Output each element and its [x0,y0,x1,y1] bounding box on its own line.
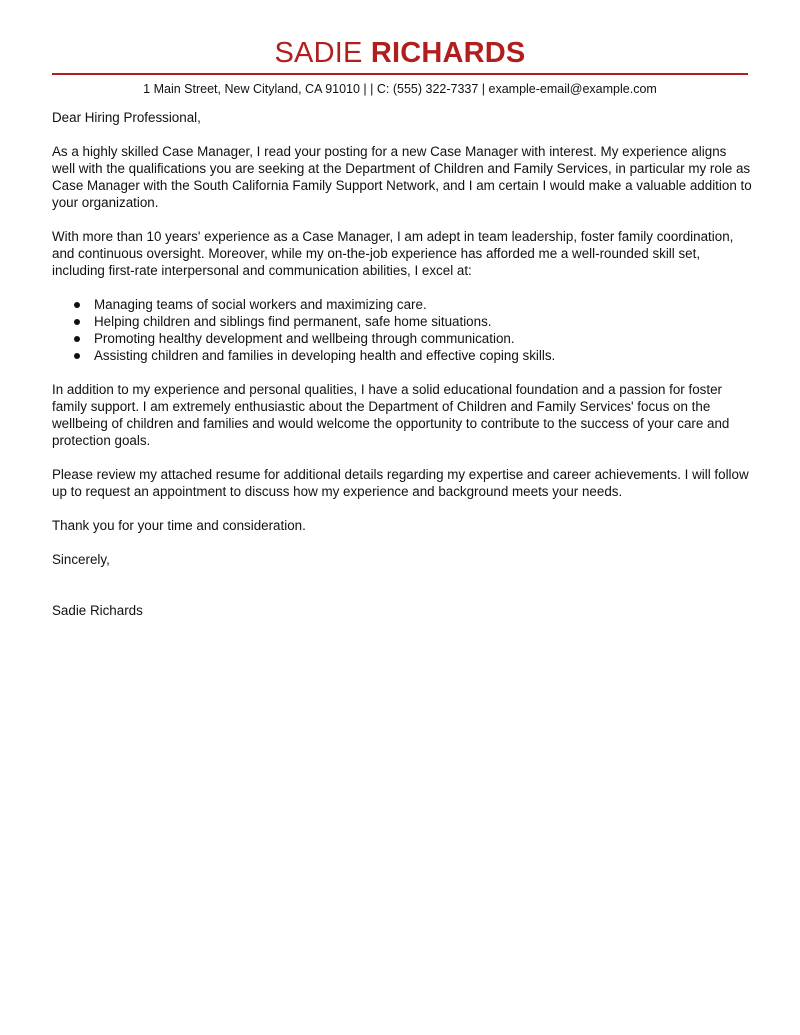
letter-paragraph-2: With more than 10 years' experience as a Case Manager, I am adept in team leadership, foster family coordination, and continuous oversight. Moreover, while my on-the-job experience has afforded me a well-rounded skill set, including first-rate interpersonal and communication abilities, I excel at: [52,229,734,278]
skills-list-item: Managing teams of social workers and maximizing care. [94,296,752,313]
closing-thanks: Thank you for your time and consideration. [52,518,306,533]
contact-line: 1 Main Street, New Cityland, CA 91010 | | C: (555) 322-7337 | example-email@example.com [143,82,657,96]
skills-list-item: Helping children and siblings find permanent, safe home situations. [94,313,752,330]
skills-list-item: Assisting children and families in developing health and effective coping skills. [94,347,752,364]
applicant-first-name: SADIE [274,37,363,69]
letter-body [52,109,752,636]
skills-list-item: Promoting healthy development and wellbeing through communication. [94,330,752,347]
header-divider [52,73,748,75]
sign-off: Sincerely, [52,552,110,567]
salutation: Dear Hiring Professional, [52,110,201,125]
letter-paragraph-4: Please review my attached resume for additional details regarding my expertise and career achievements. I will follow up to request an appointment to discuss how my experience and background meets your needs. [52,467,749,499]
letter-paragraph-3: In addition to my experience and personal qualities, I have a solid educational foundation and a passion for foster family support. I am extremely enthusiastic about the Department of Children and Family Services' focus on the wellbeing of children and families and would welcome the opportunity to contribute to the success of your care and protection goals. [52,382,730,448]
applicant-last-name: RICHARDS [370,37,526,69]
signature-name: Sadie Richards [52,603,143,618]
letter-paragraph-1: As a highly skilled Case Manager, I read your posting for a new Case Manager with interest. My experience aligns well with the qualifications you are seeking at the Department of Children and Family Services, in particular my role as Case Manager with the South California Family Support Network, and I am certain I would make a valuable addition to your organization. [52,144,752,210]
skills-list [52,296,752,364]
signature-space [52,568,752,602]
applicant-name-heading [0,36,800,70]
